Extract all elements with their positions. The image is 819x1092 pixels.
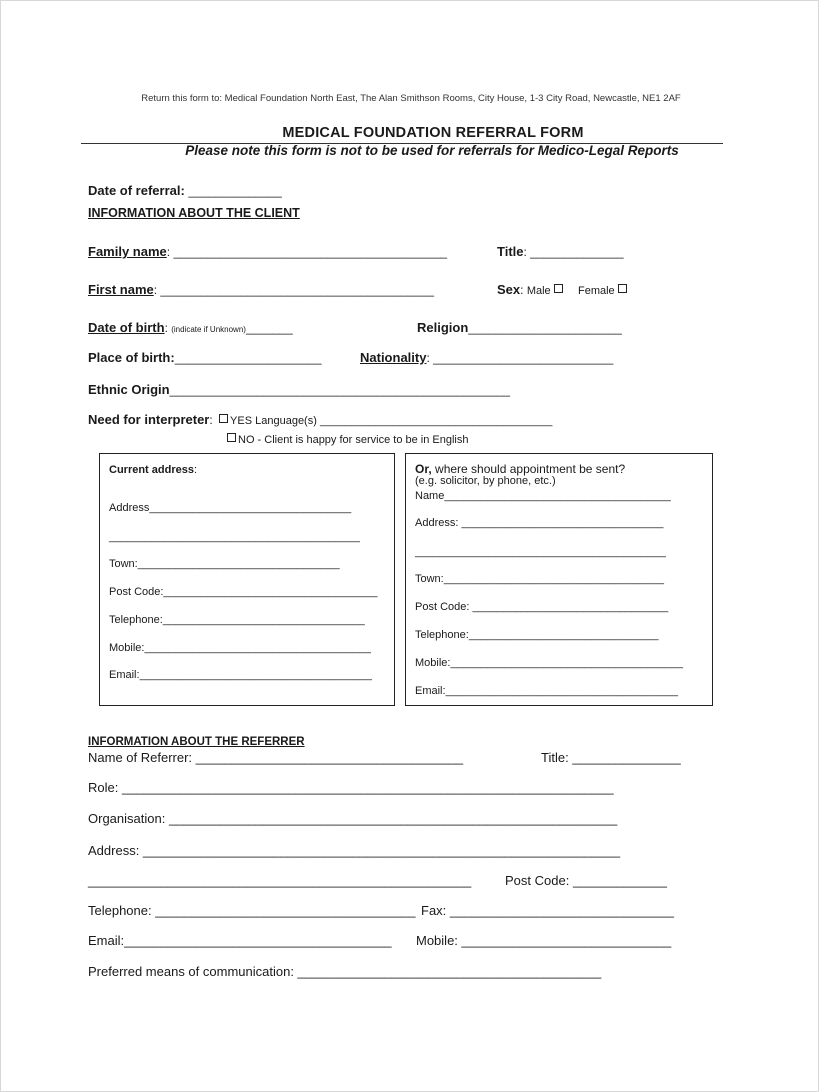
religion-label: Religion (417, 320, 469, 335)
first-name-row (88, 281, 434, 299)
current-address-row (109, 502, 351, 514)
appointment-postcode-label: Post Code: (415, 601, 473, 613)
appointment-town-row (415, 573, 664, 585)
current-postcode-row (109, 586, 378, 598)
religion-row (417, 319, 622, 337)
client-title-colon: : (523, 245, 531, 259)
referrer-title-label: Title: (541, 750, 573, 765)
ethnic-origin-field[interactable]: ___________________________________________________ (169, 383, 510, 397)
current-address-line2-field[interactable]: _________________________________________ (109, 531, 360, 543)
referrer-mobile-label: Mobile: (416, 933, 462, 948)
current-address-field[interactable]: _________________________________ (149, 502, 352, 514)
first-name-label: First name (88, 282, 154, 297)
nationality-row (360, 349, 613, 367)
appointment-telephone-row (415, 629, 658, 641)
referrer-telephone-row (88, 903, 416, 918)
appointment-address-row (415, 517, 663, 529)
client-section-heading: INFORMATION ABOUT THE CLIENT (88, 206, 300, 220)
appointment-name-label: Name (415, 490, 445, 502)
family-name-label: Family name (88, 244, 167, 259)
appointment-email-field[interactable]: ______________________________________ (445, 685, 679, 697)
referrer-organisation-field[interactable]: ______________________________________________________________ (168, 811, 618, 826)
sex-female-checkbox-icon[interactable] (618, 284, 627, 293)
referrer-fax-field[interactable]: _______________________________ (449, 903, 675, 918)
current-email-field[interactable]: ______________________________________ (139, 669, 373, 681)
interpreter-row (88, 411, 552, 429)
dob-colon: : (164, 321, 172, 335)
nationality-label: Nationality (360, 350, 427, 365)
referrer-title-row (541, 750, 681, 765)
dob-label: Date of birth (88, 320, 165, 335)
client-title-label: Title (497, 244, 524, 259)
current-address-heading-text: Current address (109, 464, 194, 476)
referrer-preferred-field[interactable]: __________________________________________ (297, 964, 602, 979)
appointment-town-field[interactable]: ____________________________________ (443, 573, 664, 585)
referrer-address-field[interactable]: __________________________________________________________________ (142, 843, 621, 858)
referrer-telephone-field[interactable]: ____________________________________ (155, 903, 416, 918)
appointment-address-field[interactable]: _________________________________ (461, 517, 664, 529)
dob-field[interactable]: _______ (245, 321, 293, 335)
current-address-heading (109, 460, 197, 478)
place-of-birth-field[interactable]: ______________________ (174, 351, 322, 365)
current-mobile-field[interactable]: _____________________________________ (144, 642, 371, 654)
referrer-email-label: Email: (88, 933, 125, 948)
current-email-label: Email: (109, 669, 140, 681)
referrer-role-field[interactable]: ____________________________________________________________________ (121, 780, 614, 795)
appointment-mobile-row (415, 657, 683, 669)
appointment-telephone-field[interactable]: _______________________________ (468, 629, 659, 641)
referrer-telephone-label: Telephone: (88, 903, 156, 918)
referrer-preferred-row (88, 964, 601, 979)
current-town-row (109, 558, 340, 570)
place-of-birth-row (88, 349, 322, 367)
date-of-referral-label: Date of referral: (88, 183, 189, 198)
family-name-colon: : (166, 245, 174, 259)
current-address-label: Address (109, 502, 150, 514)
ethnic-origin-row (88, 381, 510, 399)
referrer-name-label: Name of Referrer: (88, 750, 196, 765)
referrer-address-label: Address: (88, 843, 143, 858)
form-title: MEDICAL FOUNDATION REFERRAL FORM (282, 125, 584, 141)
sex-row (497, 281, 629, 299)
family-name-row (88, 243, 447, 261)
appointment-heading-text: where should appointment be sent? (431, 462, 626, 476)
form-subtitle: Please note this form is not to be used for referrals for Medico-Legal Reports (185, 143, 679, 158)
referrer-email-field[interactable]: _____________________________________ (124, 933, 392, 948)
interpreter-no-checkbox-icon[interactable] (227, 433, 236, 442)
dob-hint: (indicate if Unknown) (171, 325, 246, 334)
referrer-fax-label: Fax: (421, 903, 450, 918)
referrer-postcode-field[interactable]: _____________ (572, 873, 667, 888)
sex-colon: : (520, 283, 527, 297)
place-of-birth-label: Place of birth: (88, 350, 175, 365)
current-town-field[interactable]: _________________________________ (137, 558, 340, 570)
sex-female-label: Female (578, 285, 615, 297)
referrer-organisation-row (88, 811, 617, 826)
appointment-postcode-field[interactable]: ________________________________ (472, 601, 669, 613)
referrer-address-line2-field[interactable]: _____________________________________________________ (88, 873, 472, 888)
appointment-name-field[interactable]: _____________________________________ (444, 490, 671, 502)
interpreter-label: Need for interpreter (88, 412, 210, 427)
referrer-postcode-row (505, 873, 667, 888)
appointment-heading-or: Or, (415, 462, 432, 476)
first-name-field[interactable]: _________________________________________ (160, 283, 435, 297)
current-telephone-row (109, 614, 365, 626)
appointment-email-row (415, 685, 678, 697)
referrer-address-row (88, 843, 620, 858)
interpreter-no-text: NO - Client is happy for service to be in English (238, 434, 469, 446)
appointment-hint: (e.g. solicitor, by phone, etc.) (415, 475, 556, 487)
referrer-title-field[interactable]: _______________ (572, 750, 681, 765)
referrer-postcode-label: Post Code: (505, 873, 573, 888)
current-email-row (109, 669, 372, 681)
nationality-field[interactable]: ___________________________ (433, 351, 614, 365)
appointment-town-label: Town: (415, 573, 444, 585)
nationality-colon: : (426, 351, 434, 365)
appointment-email-label: Email: (415, 685, 446, 697)
family-name-field[interactable]: _________________________________________ (173, 245, 448, 259)
current-mobile-label: Mobile: (109, 642, 145, 654)
ethnic-origin-label: Ethnic Origin (88, 382, 170, 397)
referrer-name-row (88, 750, 463, 765)
current-telephone-field[interactable]: _________________________________ (162, 614, 365, 626)
referrer-name-field[interactable]: _____________________________________ (195, 750, 464, 765)
referrer-role-label: Role: (88, 780, 122, 795)
current-address-heading-colon: : (193, 464, 198, 476)
client-title-row (497, 243, 624, 261)
interpreter-colon: : (209, 413, 217, 427)
current-telephone-label: Telephone: (109, 614, 163, 626)
appointment-telephone-label: Telephone: (415, 629, 469, 641)
referrer-email-row (88, 933, 392, 948)
date-of-referral-row (88, 182, 282, 200)
appointment-address-label: Address: (415, 517, 462, 529)
sex-male-checkbox-icon[interactable] (554, 284, 563, 293)
appointment-postcode-row (415, 601, 668, 613)
appointment-address-line2-field[interactable]: _________________________________________ (415, 546, 666, 558)
sex-label: Sex (497, 282, 521, 297)
current-town-label: Town: (109, 558, 138, 570)
appointment-name-row (415, 490, 671, 502)
referrer-organisation-label: Organisation: (88, 811, 169, 826)
interpreter-no-row (224, 430, 469, 448)
return-instructions: Return this form to: Medical Foundation North East, The Alan Smithson Rooms, City House, 1-3 City Road, Newcastle, NE1 2AF (141, 93, 681, 104)
referrer-mobile-row (416, 933, 671, 948)
client-title-field[interactable]: ______________ (530, 245, 624, 259)
referrer-preferred-label: Preferred means of communication: (88, 964, 298, 979)
current-postcode-label: Post Code: (109, 586, 164, 598)
current-postcode-field[interactable]: ___________________________________ (163, 586, 378, 598)
referrer-role-row (88, 780, 614, 795)
current-mobile-row (109, 642, 371, 654)
referrer-section-heading: INFORMATION ABOUT THE REFERRER (88, 736, 305, 748)
sex-male-label: Male (526, 285, 551, 297)
first-name-colon: : (153, 283, 161, 297)
referrer-mobile-field[interactable]: _____________________________ (461, 933, 672, 948)
dob-row (88, 319, 293, 337)
referrer-fax-row (421, 903, 674, 918)
interpreter-yes-text: YES Language(s) ______________________________________ (230, 415, 553, 427)
interpreter-yes-checkbox-icon[interactable] (219, 414, 228, 423)
appointment-mobile-field[interactable]: ______________________________________ (450, 657, 683, 669)
appointment-mobile-label: Mobile: (415, 657, 451, 669)
religion-field[interactable]: _______________________ (468, 321, 622, 335)
date-of-referral-field[interactable]: ______________ (188, 184, 282, 198)
